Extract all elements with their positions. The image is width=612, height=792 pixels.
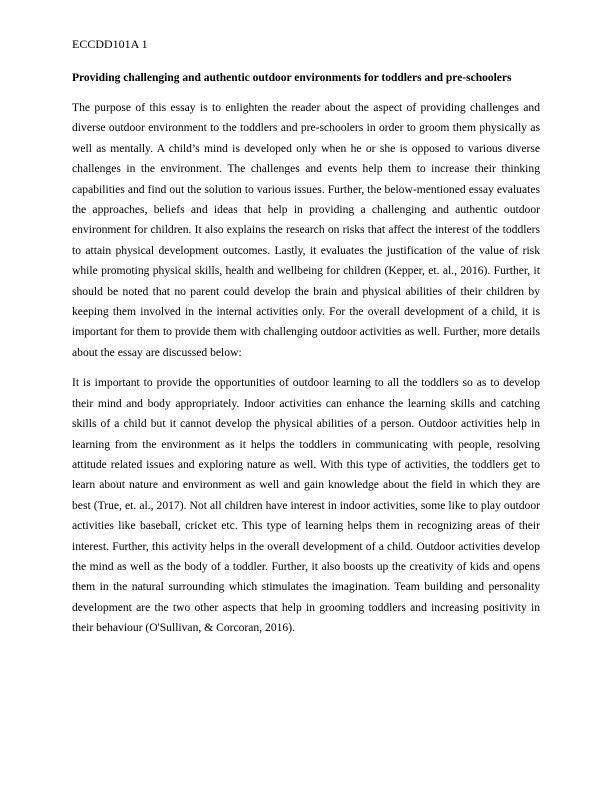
paragraph-outdoor-learning: It is important to provide the opportunities of outdoor learning to all the toddlers so as to develop their mind and body appropriately. Indoor activities can enhance the learning skills and catching skills of a child but it cannot develop the physical abilities of a person. Outdoor activities help in learning from the environment as it helps the toddlers in communicating with people, resolving attitude related issues and exploring nature as well. With this type of activities, the toddlers get to learn about nature and environment as well and gain knowledge about the field in which they are best (True, et. al., 2017). Not all children have interest in indoor activities, some like to play outdoor activities like baseball, cricket etc. This type of learning helps them in recognizing areas of their interest. Further, this activity helps in the overall development of a child. Outdoor activities develop the mind as well as the body of a toddler. Further, it also boosts up the creativity of kids and opens them in the natural surrounding which stimulates the imagination. Team building and personality development are the two other aspects that help in grooming toddlers and increasing positivity in their behaviour (O'Sullivan, & Corcoran, 2016). [72, 376, 540, 635]
document-body [72, 98, 540, 649]
running-header: ECCDD101A 1 [72, 37, 148, 51]
paragraph-introduction: The purpose of this essay is to enlighten the reader about the aspect of providing challenges and diverse outdoor environment to the toddlers and pre-schoolers in order to groom them physically as well as mentally. A child’s mind is developed only when he or she is opposed to various diverse challenges in the environment. The challenges and events help them to increase their thinking capabilities and find out the solution to various issues. Further, the below-mentioned essay evaluates the approaches, beliefs and ideas that help in providing a challenging and authentic outdoor environment for children. It also explains the research on risks that affect the interest of the toddlers to attain physical development outcomes. Lastly, it evaluates the justification of the value of risk while promoting physical skills, health and wellbeing for children (Kepper, et. al., 2016). Further, it should be noted that no parent could develop the brain and physical abilities of their children by keeping them involved in the internal activities only. For the overall development of a child, it is important for them to provide them with challenging outdoor activities as well. Further, more details about the essay are discussed below: [72, 101, 540, 359]
document-title: Providing challenging and authentic outdoor environments for toddlers and pre-schoolers [72, 72, 512, 84]
